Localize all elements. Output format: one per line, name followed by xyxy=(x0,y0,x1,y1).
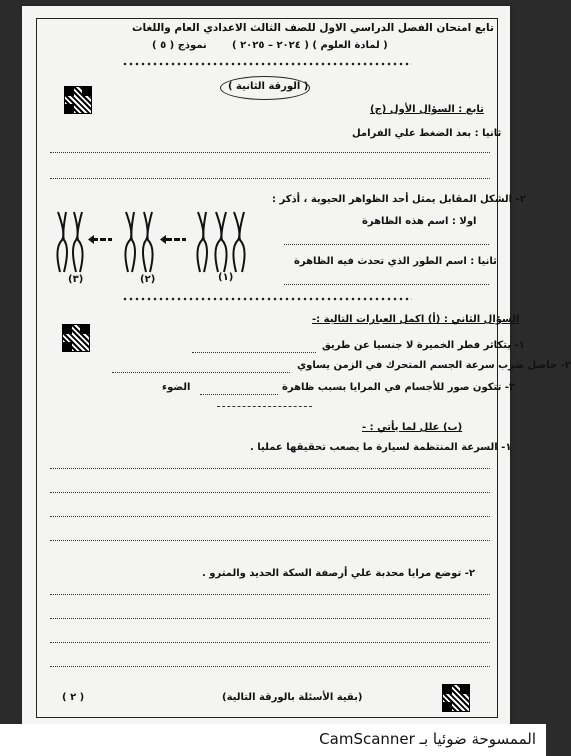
page-number: ( ٢ ) xyxy=(62,692,85,703)
figure-label-2: (٢) xyxy=(140,274,156,285)
separator xyxy=(122,296,412,302)
q2-heading: السؤال الثاني : (أ) اكمل العبارات التالية :- xyxy=(312,314,520,325)
answer-line xyxy=(284,244,489,245)
qr-code-icon xyxy=(62,324,90,352)
blank xyxy=(192,352,316,353)
answer-line xyxy=(50,178,490,179)
header-subject: ( لمادة العلوم ) ( ٢٠٢٤ – ٢٠٢٥ ) xyxy=(232,40,388,51)
q1-second: ثانيا : بعد الضغط علي الفرامل xyxy=(352,128,502,139)
q2-b1: ١- السرعة المنتظمة لسيارة ما يصعب تحقيقها عمليا . xyxy=(250,442,512,453)
qr-code-icon xyxy=(64,86,92,114)
separator xyxy=(122,61,412,67)
answer-line xyxy=(50,540,490,541)
scanner-watermark: الممسوحة ضوئيا بـ CamScanner xyxy=(319,730,536,748)
exam-page xyxy=(22,6,571,724)
q2-s3-end: الضوء xyxy=(162,382,191,393)
q1-first: اولا : اسم هذه الظاهرة xyxy=(362,216,477,227)
figure-label-1: (١) xyxy=(218,272,234,283)
qr-code-icon xyxy=(442,684,470,712)
q2-b2: ٢- توضع مرايا محدبة علي أرصفة السكة الحديد والمترو . xyxy=(202,568,475,579)
q1-second2: ثانيا : اسم الطور الذي تحدث فيه الظاهرة xyxy=(294,256,497,267)
continue-note: (بقية الأسئلة بالورقة التالية) xyxy=(222,692,363,703)
answer-line xyxy=(50,516,490,517)
q1-item2: ٢- الشكل المقابل يمثل أحد الظواهر الحيوية ، أذكر : xyxy=(272,194,526,205)
figure-label-3: (٣) xyxy=(68,274,84,285)
q2-s1: ١- يتكاثر فطر الخميرة لا جنسيا عن طريق xyxy=(322,340,525,351)
answer-line xyxy=(50,152,490,153)
answer-line xyxy=(50,492,490,493)
scanner-footer xyxy=(0,724,546,756)
answer-line xyxy=(50,468,490,469)
answer-line xyxy=(284,284,489,285)
q2-s3: ٣- تتكون صور للأجسام في المرايا بسبب ظاهرة xyxy=(282,382,516,393)
answer-line xyxy=(50,594,490,595)
q2-b-heading: (ب) علل لما يأتي : - xyxy=(362,422,463,433)
q1-heading: تابع : السؤال الأول (ج) xyxy=(370,104,484,115)
paper-label: ( الورقة الثانية ) xyxy=(228,81,309,92)
blank xyxy=(112,372,290,373)
header-title: تابع امتحان الفصل الدراسي الاول للصف الثالث الاعدادي العام واللغات xyxy=(132,22,494,34)
answer-line xyxy=(50,618,490,619)
blank xyxy=(200,394,278,395)
q2-s2: ٢- حاصل ضرب سرعة الجسم المتحرك في الزمن يساوي xyxy=(297,360,571,371)
header-model: نموذج ( ٥ ) xyxy=(152,40,207,51)
divider xyxy=(217,406,312,407)
answer-line xyxy=(50,642,490,643)
answer-line xyxy=(50,666,490,667)
